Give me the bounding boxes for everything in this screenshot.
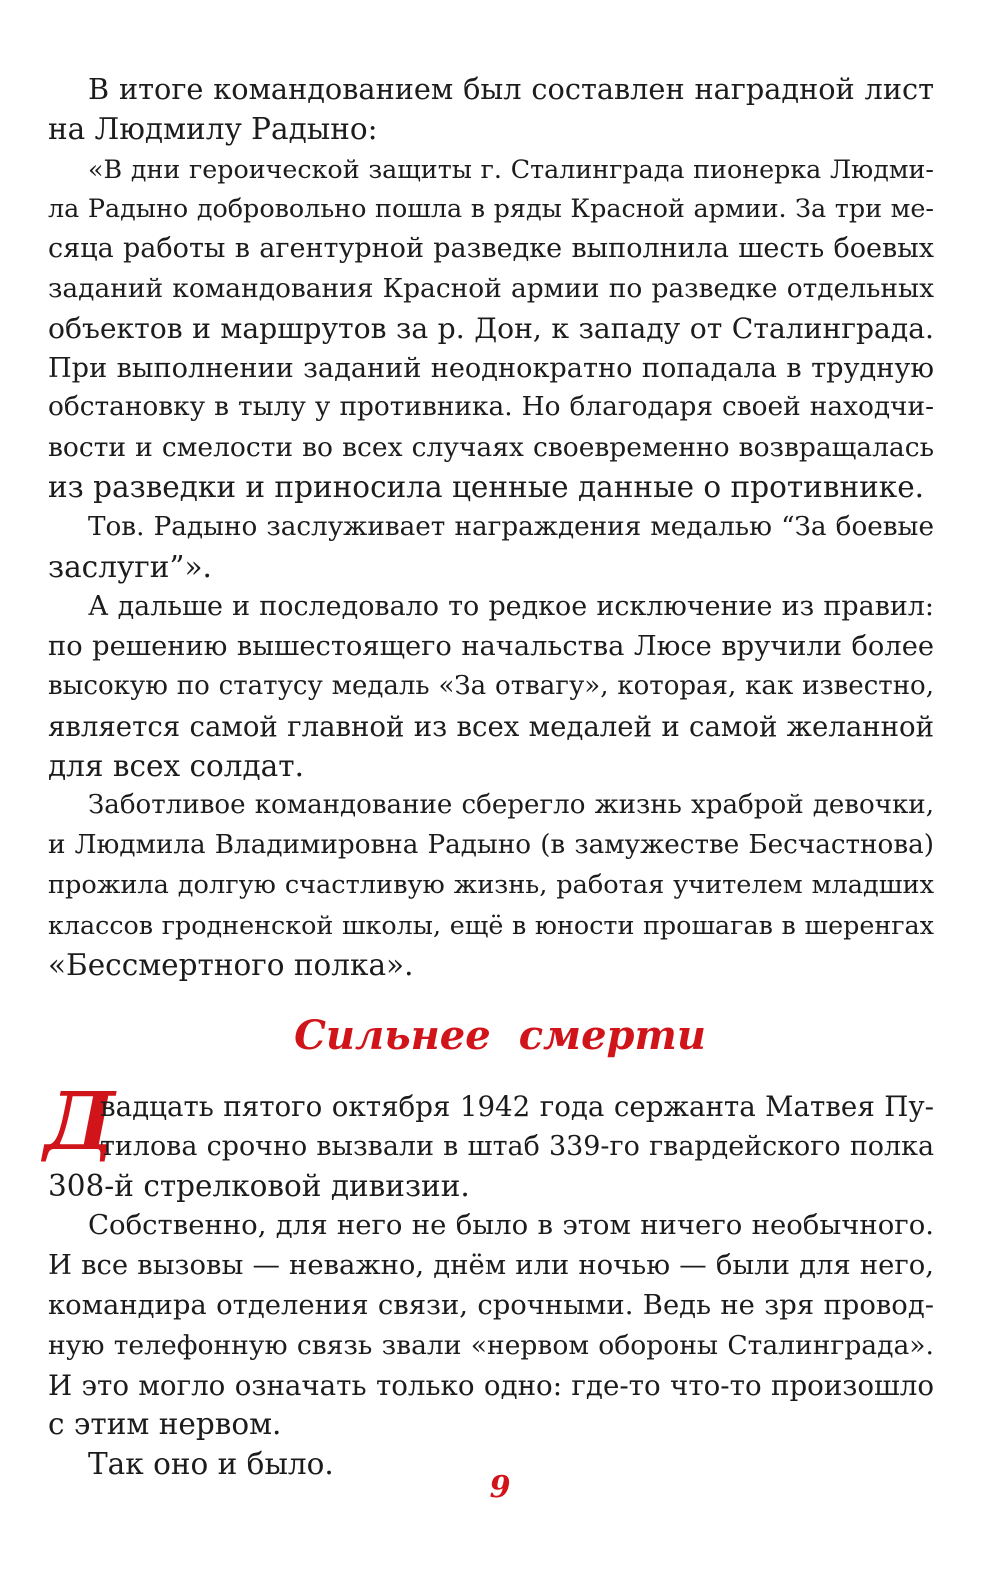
text-line: «Бессмертного полка». bbox=[48, 947, 414, 982]
text-line: вадцать пятого октября 1942 года сержанта Матвея Пу- bbox=[100, 1090, 934, 1123]
text-line: А дальше и последовало то редкое исключение из правил: bbox=[88, 591, 934, 623]
text-line: В итоге командованием был составлен наградной лист bbox=[88, 72, 934, 106]
text-line: командира отделения связи, срочными. Ведь не зря провод- bbox=[48, 1289, 934, 1321]
heading-word: смерти bbox=[518, 1012, 706, 1059]
text-line: заслуги”». bbox=[48, 549, 212, 584]
text-line: обстановку в тылу у противника. Но благодаря своей находчи- bbox=[48, 392, 934, 423]
text-line: И все вызовы — неважно, днём или ночью — были для него, bbox=[48, 1250, 934, 1282]
text-line: прожила долгую счастливую жизнь, работая учителем младших bbox=[48, 869, 934, 900]
text-line: по решению вышестоящего начальства Люсе вручили более bbox=[48, 631, 934, 663]
paragraph bbox=[48, 786, 934, 985]
text-line: ную телефонную связь звали «нервом обороны Сталинграда». bbox=[48, 1329, 934, 1361]
text-line: на Людмилу Радыно: bbox=[48, 111, 378, 146]
text-line: объектов и маршрутов за р. Дон, к западу от Сталинграда. bbox=[48, 311, 934, 345]
text-line: сяца работы в агентурной разведке выполнила шесть боевых bbox=[48, 233, 934, 265]
heading-word: Сильнее bbox=[294, 1012, 491, 1059]
drop-cap: Д bbox=[44, 1074, 116, 1168]
text-line: из разведки и приносила ценные данные о противнике. bbox=[48, 469, 925, 504]
text-line: и Людмила Владимировна Радыно (в замужестве Бесчастнова) bbox=[48, 830, 934, 861]
text-line: 308-й стрелковой дивизии. bbox=[48, 1168, 470, 1203]
text-line: классов гродненской школы, ещё в юности прошагав в шеренгах bbox=[48, 909, 934, 940]
paragraph bbox=[48, 587, 934, 786]
text-line: для всех солдат. bbox=[48, 748, 304, 783]
paragraph bbox=[48, 1206, 934, 1445]
paragraph bbox=[48, 70, 934, 150]
text-line: тилова срочно вызвали в штаб 339-го гвардейского полка bbox=[100, 1130, 934, 1162]
paragraph bbox=[48, 150, 934, 508]
text-line: Собственно, для него не было в этом ничего необычного. bbox=[88, 1209, 934, 1242]
text-line: высокую по статусу медаль «За отвагу», которая, как известно, bbox=[48, 670, 934, 701]
text-line: И это могло означать только одно: где-то что-то произошло bbox=[48, 1368, 934, 1402]
text-line: Тов. Радыно заслуживает награждения медалью “За боевые bbox=[88, 511, 934, 542]
paragraph bbox=[48, 1087, 934, 1206]
text-line: Так оно и было. bbox=[88, 1447, 334, 1482]
text-line: При выполнении заданий неоднократно попадала в трудную bbox=[48, 352, 934, 384]
text-column-top bbox=[48, 70, 934, 985]
text-line: является самой главной из всех медалей и самой желанной bbox=[48, 709, 934, 743]
text-line: вости и смелости во всех случаях своевременно возвращалась bbox=[48, 432, 934, 464]
text-line: с этим нервом. bbox=[48, 1407, 282, 1442]
section-heading bbox=[0, 1008, 1000, 1064]
text-line: Заботливое командование сберегло жизнь храброй девочки, bbox=[88, 790, 934, 821]
page-number: 9 bbox=[489, 1470, 511, 1505]
paragraph bbox=[48, 508, 934, 588]
text-line: ла Радыно добровольно пошла в ряды Красной армии. За три ме- bbox=[48, 193, 934, 224]
text-line: «В дни героической защиты г. Сталинграда пионерка Людми- bbox=[88, 153, 934, 184]
text-column-bottom bbox=[48, 1087, 934, 1485]
text-line: заданий командования Красной армии по разведке отдельных bbox=[48, 272, 934, 304]
